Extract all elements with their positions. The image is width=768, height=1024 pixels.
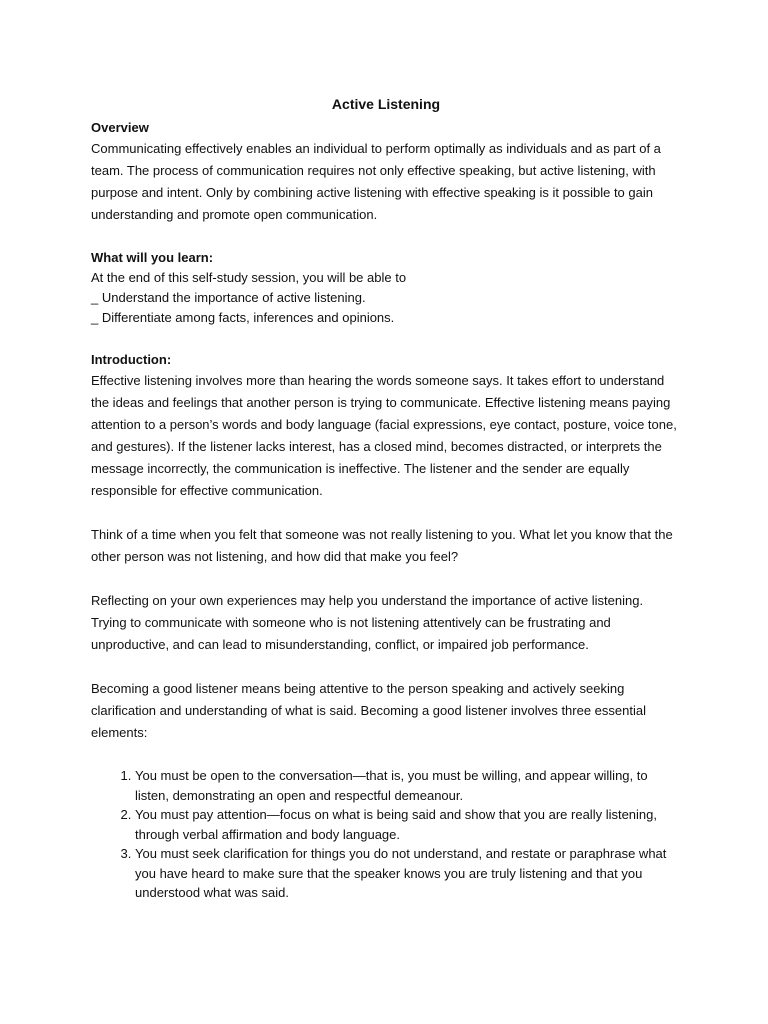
introduction-heading: Introduction: [91,352,172,367]
document-title: Active Listening [331,96,441,112]
spacer [91,744,681,766]
spacer [91,328,681,350]
spacer [91,502,681,524]
list-item: 1. You must be open to the conversation—that is, you must be willing, and appear willing, to listen, demonstrating an open and respectful demeanour. [135,766,681,805]
introduction-paragraph: Effective listening involves more than hearing the words someone says. It takes effort to understand the ideas and feelings that another person is trying to communicate. Effective listening means paying attention to a person’s words and body language (facial expressions, eye contact, posture, voice tone, and gestures). If the listener lacks interest, has a closed mind, becomes distracted, or interprets the message incorrectly, the communication is ineffective. The listener and the sender are equally responsible for effective communication. [91,373,677,498]
learn-heading: What will you learn: [91,250,214,265]
document-page [91,94,681,903]
reflection-paragraph: Reflecting on your own experiences may help you understand the importance of active listening. Trying to communicate with someone who is not listening attentively can be frustrating and unproductive, and can lead to misunderstanding, conflict, or impaired job performance. [91,593,644,652]
good-listener-paragraph: Becoming a good listener means being attentive to the person speaking and actively seeking clarification and understanding of what is said. Becoming a good listener involves three essential elements: [91,681,646,740]
spacer [91,568,681,590]
learn-intro: At the end of this self-study session, you will be able to [91,270,407,285]
list-item: 2. You must pay attention—focus on what is being said and show that you are really listening, through verbal affirmation and body language. [135,805,681,844]
learn-item: _ Understand the importance of active listening. [91,290,366,305]
spacer [91,656,681,678]
essential-elements-list [91,766,681,903]
learn-item: _ Differentiate among facts, inferences and opinions. [91,310,395,325]
reflection-question: Think of a time when you felt that someone was not really listening to you. What let you know that the other person was not listening, and how did that make you feel? [91,527,673,564]
overview-heading: Overview [91,120,149,135]
spacer [91,226,681,248]
list-item: 3. You must seek clarification for things you do not understand, and restate or paraphrase what you have heard to make sure that the speaker knows you are truly listening and that you understood what was said. [135,844,681,903]
overview-paragraph: Communicating effectively enables an individual to perform optimally as individuals and as part of a team. The process of communication requires not only effective speaking, but active listening, with purpose and intent. Only by combining active listening with effective speaking is it possible to gain understanding and promote open communication. [91,141,661,222]
